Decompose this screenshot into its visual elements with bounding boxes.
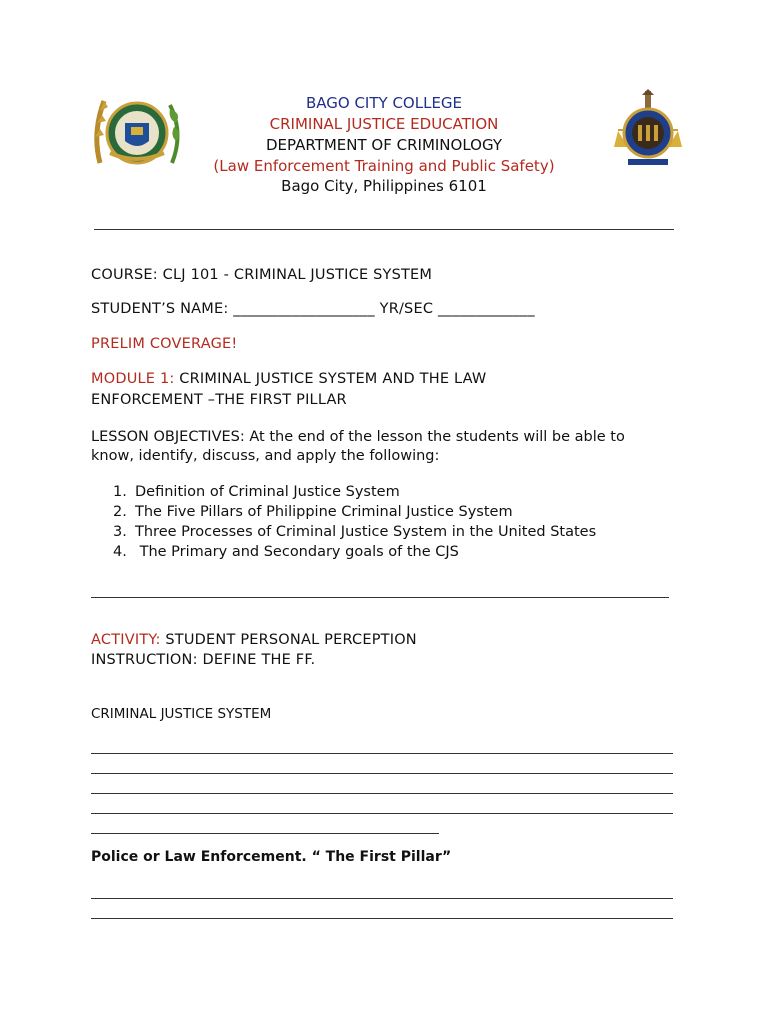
- student-name-blank[interactable]: ___________________: [233, 301, 375, 317]
- objectives-intro-line-1: [91, 427, 625, 447]
- section-heading-first-pillar: Police or Law Enforcement. “ The First Pillar”: [91, 849, 452, 865]
- answer-line[interactable]: [91, 793, 673, 794]
- list-number: 3.: [113, 524, 127, 540]
- answer-line[interactable]: [91, 813, 673, 814]
- module-label: MODULE 1:: [91, 371, 175, 387]
- list-text: Definition of Criminal Justice System: [135, 484, 400, 500]
- student-info-row: [91, 301, 535, 317]
- list-item: [113, 542, 596, 562]
- list-item: [113, 502, 596, 522]
- student-name-label: STUDENT’S NAME:: [91, 301, 229, 317]
- list-text: Three Processes of Criminal Justice System in the United States: [135, 524, 597, 540]
- program-name: CRIMINAL JUSTICE EDUCATION: [269, 115, 499, 133]
- answer-line[interactable]: [91, 833, 439, 834]
- yrsec-label: YR/SEC: [379, 301, 434, 317]
- answer-line[interactable]: [91, 918, 673, 919]
- answer-line[interactable]: [91, 898, 673, 899]
- objectives-divider: [91, 597, 669, 598]
- list-text: The Five Pillars of Philippine Criminal Justice System: [135, 504, 513, 520]
- list-item: [113, 522, 596, 542]
- list-item: [113, 482, 596, 502]
- course-line: COURSE: CLJ 101 - CRIMINAL JUSTICE SYSTEM: [91, 267, 433, 283]
- list-number: 1.: [113, 484, 127, 500]
- list-number: 4.: [113, 544, 127, 560]
- activity-label: ACTIVITY:: [91, 632, 161, 648]
- list-number: 2.: [113, 504, 127, 520]
- objectives-intro-1: At the end of the lesson the students will be able to: [249, 429, 625, 445]
- department-name: DEPARTMENT OF CRIMINOLOGY: [265, 136, 503, 154]
- module-title-1: CRIMINAL JUSTICE SYSTEM AND THE LAW: [179, 371, 487, 387]
- yrsec-blank[interactable]: _____________: [437, 301, 535, 317]
- answer-line[interactable]: [91, 753, 673, 754]
- activity-line: [91, 632, 417, 648]
- college-address: Bago City, Philippines 6101: [281, 177, 487, 195]
- activity-title: STUDENT PERSONAL PERCEPTION: [165, 632, 417, 648]
- prelim-coverage: PRELIM COVERAGE!: [91, 336, 238, 352]
- objectives-label: LESSON OBJECTIVES:: [91, 429, 245, 445]
- department-subtitle: (Law Enforcement Training and Public Safety): [213, 157, 555, 175]
- answer-line[interactable]: [91, 773, 673, 774]
- list-text: The Primary and Secondary goals of the CJS: [135, 544, 459, 560]
- objectives-list: [113, 482, 596, 562]
- module-title-line-1: [91, 371, 486, 387]
- activity-instruction: INSTRUCTION: DEFINE THE FF.: [91, 652, 316, 668]
- college-name: BAGO CITY COLLEGE: [305, 94, 463, 112]
- objectives-intro-2: know, identify, discuss, and apply the following:: [91, 448, 440, 464]
- section-heading-cjs: CRIMINAL JUSTICE SYSTEM: [91, 706, 272, 722]
- header-divider: [94, 229, 674, 230]
- module-title-2: ENFORCEMENT –THE FIRST PILLAR: [91, 392, 347, 408]
